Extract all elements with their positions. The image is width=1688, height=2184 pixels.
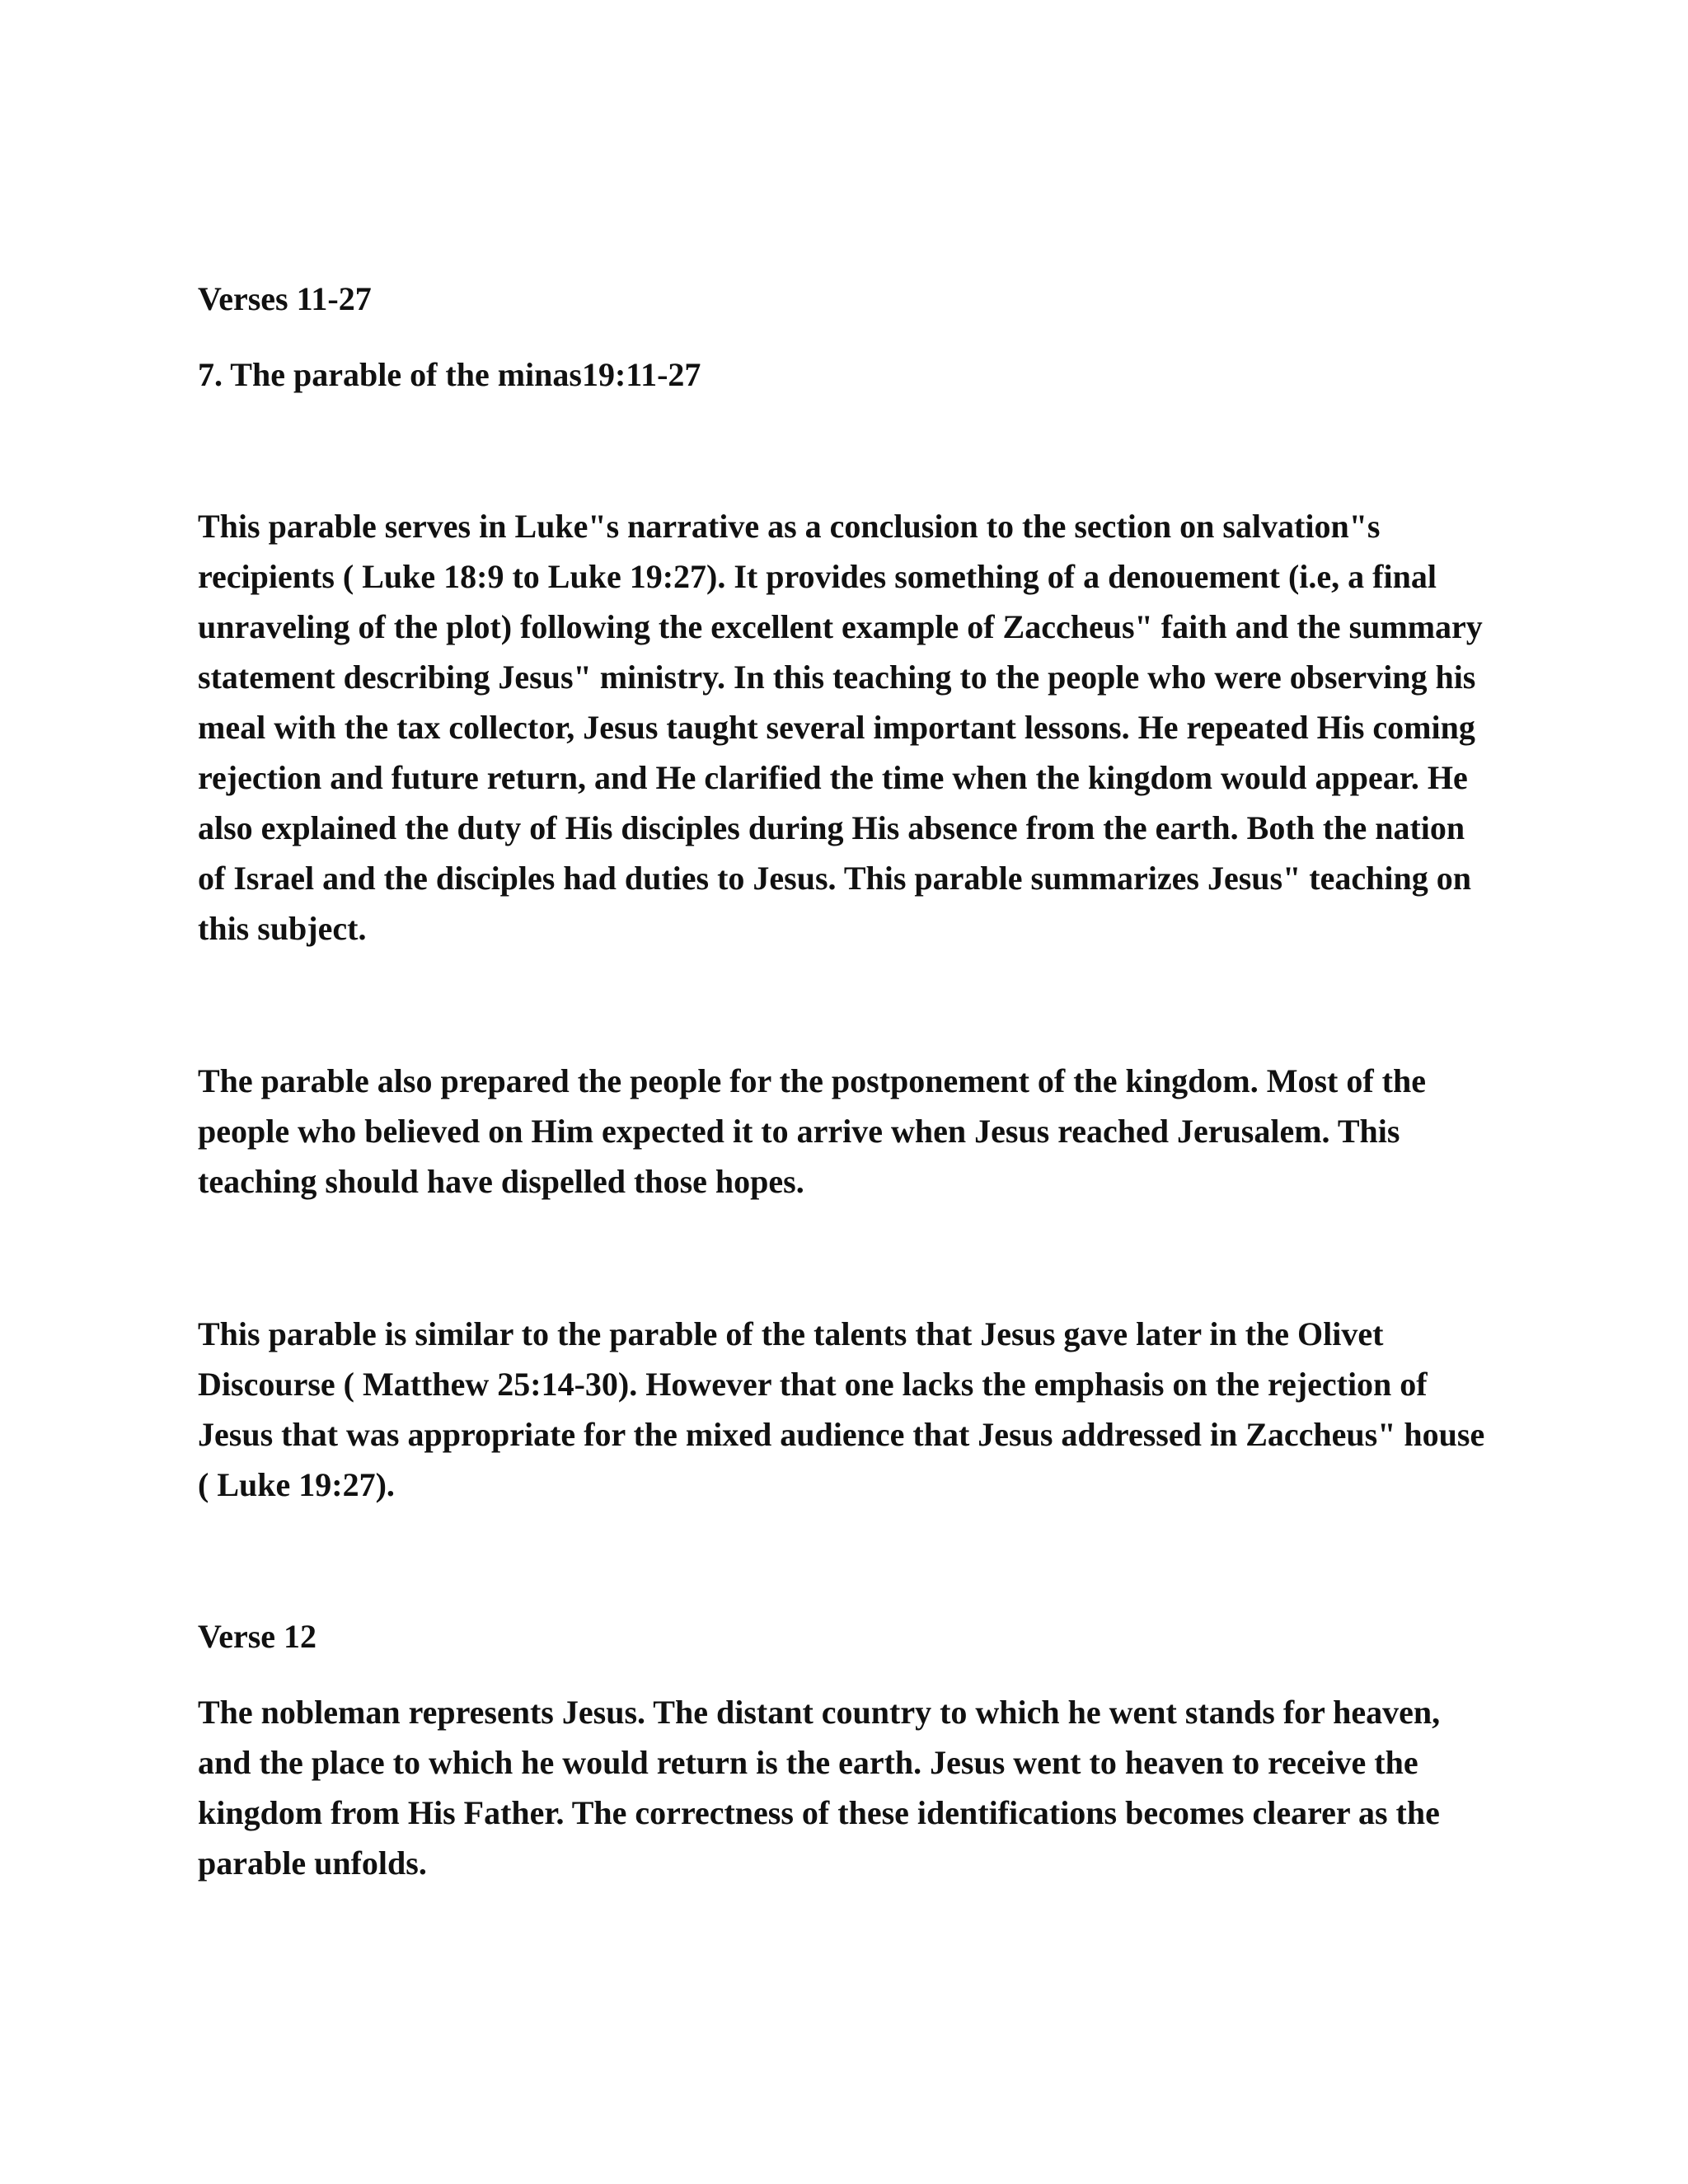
document-body <box>198 274 1500 1888</box>
verses-heading: Verses 11-27 <box>198 280 372 317</box>
section-title: 7. The parable of the minas19:11-27 <box>198 356 701 393</box>
paragraph-talents-comparison: This parable is similar to the parable of the talents that Jesus gave later in the Olivet Discourse ( Matthew 25:14-30). However that one lacks the emphasis on the rejection of Jesus that was appropriate for the mixed audience that Jesus addressed in Zaccheus" house ( Luke 19:27). <box>198 1315 1485 1503</box>
paragraph-intro: This parable serves in Luke"s narrative as a conclusion to the section on salvation"s recipients ( Luke 18:9 to Luke 19:27). It provides something of a denouement (i.e, a final unraveling of the plot) following the excellent example of Zaccheus" faith and the summary statement describing Jesus" ministry. In this teaching to the people who were observing his meal with the tax collector, Jesus taught several important lessons. He repeated His coming rejection and future return, and He clarified the time when the kingdom would appear. He also explained the duty of His disciples during His absence from the earth. Both the nation of Israel and the disciples had duties to Jesus. This parable summarizes Jesus" teaching on this subject. <box>198 508 1483 947</box>
paragraph-postponement: The parable also prepared the people for the postponement of the kingdom. Most of the people who believed on Him expected it to arrive when Jesus reached Jerusalem. This teaching should have dispelled those hopes. <box>198 1062 1426 1200</box>
verse12-heading: Verse 12 <box>198 1618 317 1655</box>
paragraph-verse12: The nobleman represents Jesus. The distant country to which he went stands for heaven, and the place to which he would return is the earth. Jesus went to heaven to receive the kingdom from His Father. The correctness of these identifications becomes clearer as the parable unfolds. <box>198 1694 1441 1882</box>
